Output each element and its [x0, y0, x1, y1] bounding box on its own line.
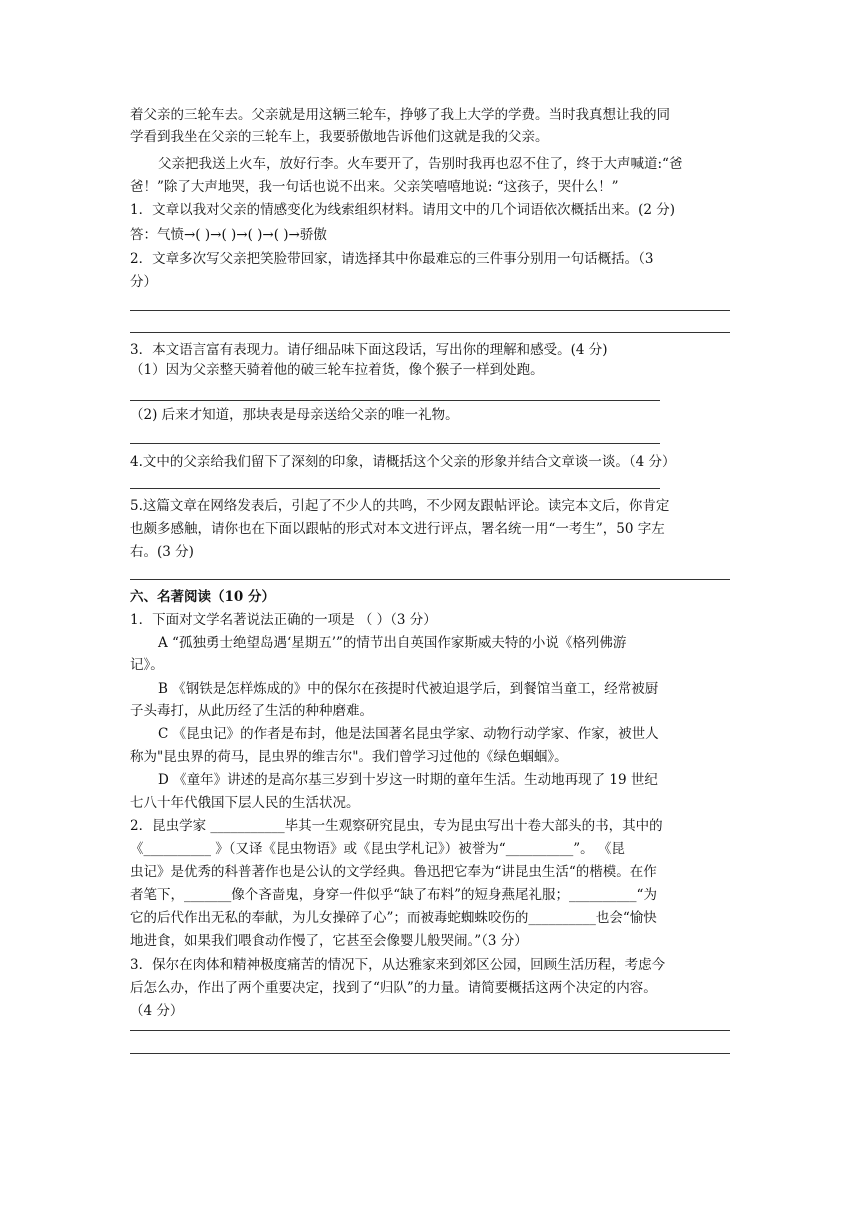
question-1: 1．文章以我对父亲的情感变化为线索组织材料。请用文中的几个词语依次概括出来。(2 分) — [130, 202, 676, 218]
question-2: 2．文章多次写父亲把笑脸带回家，请选择其中你最难忘的三件事分别用一句话概括。（3 — [130, 251, 654, 267]
option-c: C 《昆虫记》的作者是布封，他是法国著名昆虫学家、动物行动学家、作家，被世人 — [158, 726, 659, 742]
question-6-1: 1．下面对文学名著说法正确的一项是 （ ）（3 分） — [130, 612, 437, 628]
question-5: 5.这篇文章在网络发表后，引起了不少人的共鸣，不少网友跟帖评论。读完本文后，你肯定 — [130, 498, 670, 514]
answer-line — [130, 1030, 730, 1031]
question-3-1: （1）因为父亲整天骑着他的破三轮车拉着货，像个猴子一样到处跑。 — [130, 362, 544, 378]
answer-line — [130, 1053, 730, 1054]
question-5-cont: 右。(3 分) — [130, 544, 194, 560]
answer-line — [130, 400, 660, 401]
text-line: 学看到我坐在父亲的三轮车上，我要骄傲地告诉他们这就是我的父亲。 — [130, 129, 549, 145]
question-6-2-cont: 虫记》是优秀的科普著作也是公认的文学经典。鲁迅把它奉为“讲昆虫生活“的楷模。在作 — [130, 864, 657, 880]
question-3-2: （2) 后来才知道，那块表是母亲送给父亲的唯一礼物。 — [130, 407, 459, 423]
option-a: A “孤独勇士绝望岛遇‘星期五’”的情节出自英国作家斯威夫特的小说《格列佛游 — [158, 635, 627, 651]
question-4: 4.文中的父亲给我们留下了深刻的印象，请概括这个父亲的形象并结合文章谈一谈。（4 分） — [130, 454, 676, 470]
answer-line — [130, 488, 660, 489]
option-c-cont: 称为"昆虫界的荷马，昆虫界的维吉尔"。我们曾学习过他的《绿色蝈蝈》。 — [130, 749, 568, 765]
question-6-3-cont: （4 分） — [130, 1003, 184, 1019]
option-a-cont: 记》。 — [130, 657, 164, 673]
answer-line — [130, 310, 730, 311]
text-line: 父亲把我送上火车，放好行李。火车要开了，告别时我再也忍不住了，终于大声喊道:“爸 — [158, 156, 683, 172]
option-b-cont: 子头毒打，从此历经了生活的种种磨难。 — [130, 703, 373, 719]
question-3: 3．本文语言富有表现力。请仔细品味下面这段话，写出你的理解和感受。(4 分) — [130, 342, 608, 358]
option-b: B 《钢铁是怎样炼成的》中的保尔在孩提时代被迫退学后，到餐馆当童工，经常被厨 — [158, 681, 659, 697]
question-6-3: 3．保尔在肉体和精神极度痛苦的情况下，从达雅家来到郊区公园，回顾生活历程，考虑今 — [130, 957, 666, 973]
answer-line — [130, 332, 730, 333]
question-6-2-cont: 地进食，如果我们喂食动作慢了，它甚至会像婴儿般哭闹。”（3 分） — [130, 933, 528, 949]
answer-1: 答：气愤→( )→( )→( )→( )→骄傲 — [130, 227, 327, 243]
section-heading: 六、名著阅读（10 分） — [130, 589, 275, 605]
question-6-3-cont: 后怎么办，作出了两个重要决定，找到了“归队”的力量。请简要概括这两个决定的内容。 — [130, 980, 657, 996]
question-5-cont: 也颇多感触，请你也在下面以跟帖的形式对本文进行评点，署名统一用“一考生”，50 字左 — [130, 521, 665, 537]
text-line: 爸！”除了大声地哭，我一句话也说不出来。父亲笑嘻嘻地说: “这孩子，哭什么！” — [130, 179, 619, 195]
option-d: D 《童年》讲述的是高尔基三岁到十岁这一时期的童年生活。生动地再现了 19 世纪 — [158, 772, 658, 788]
question-6-2-cont: 它的后代作出无私的奉献，为儿女操碎了心”；而被毒蛇蜘蛛咬伤的__________也会“愉快 — [130, 910, 657, 926]
answer-line — [130, 443, 660, 444]
text-line: 着父亲的三轮车去。父亲就是用这辆三轮车，挣够了我上大学的学费。当时我真想让我的同 — [130, 107, 670, 123]
question-6-2-cont: 者笔下，_______像个吝啬鬼，身穿一件似乎“缺了布料”的短身燕尾礼服；__________“为 — [130, 887, 657, 903]
answer-line — [130, 579, 730, 580]
question-6-2: 2．昆虫学家 ___________毕其一生观察研究昆虫，专为昆虫写出十卷大部头的书，其中的 — [130, 818, 663, 834]
question-2-cont: 分） — [130, 274, 157, 290]
option-d-cont: 七八十年代俄国下层人民的生活状况。 — [130, 795, 360, 811]
question-6-2-cont: 《__________ 》（又译《昆虫物语》或《昆虫学札记》）被誉为“__________”。 《昆 — [130, 841, 625, 857]
